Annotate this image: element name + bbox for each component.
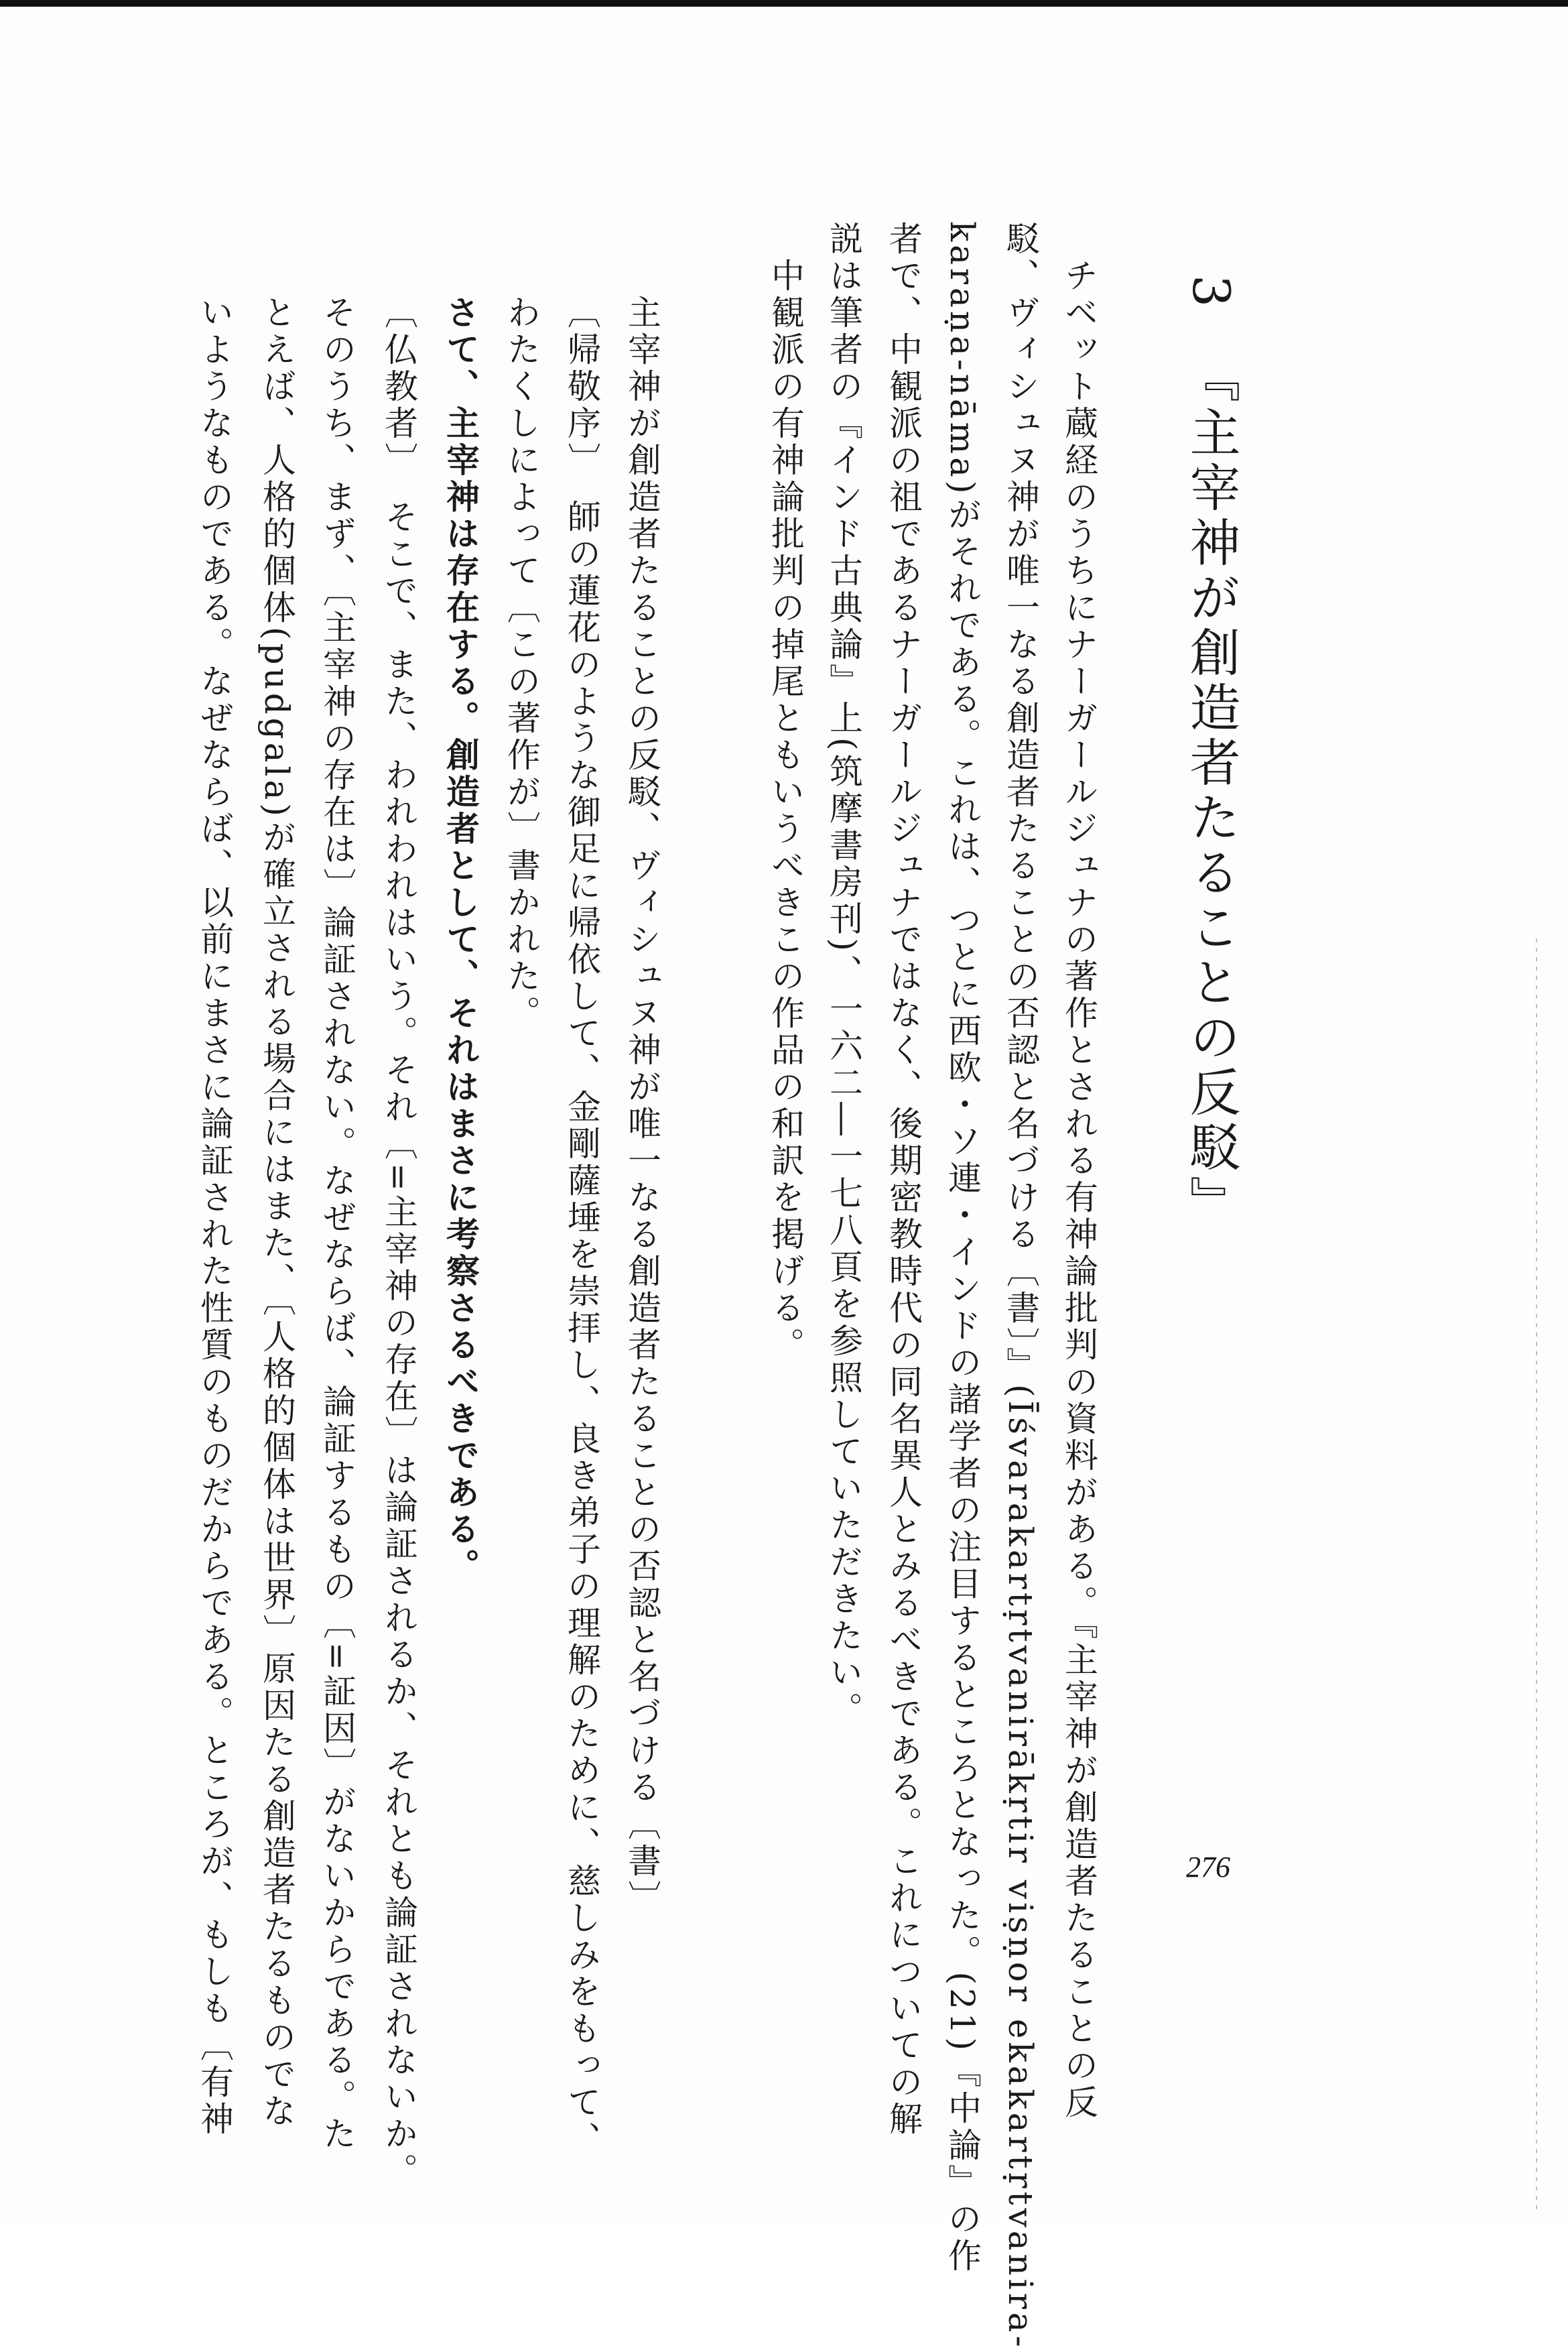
paragraph-line: 説は筆者の『インド古典論』上(筑摩書房刊)、一六二―一七八頁を参照していただきたい。 xyxy=(824,221,863,1729)
paragraph-line: そのうち、まず、〔主宰神の存在は〕論証されない。なぜならば、論証するもの〔=証因〕がないからである。た xyxy=(318,295,356,2153)
paragraph-line: いようなものである。なぜならば、以前にまさに論証された性質のものだからである。ところが、もしも〔有神 xyxy=(195,295,234,2138)
paragraph-line: karaṇa-nāma)がそれである。これは、つとに西欧・ソ連・インドの諸学者の注目するところとなった。(21)『中論』の作 xyxy=(943,221,982,2276)
section-heading xyxy=(1173,275,1241,1682)
paragraph-line: 〔帰敬序〕 師の蓮花のような御足に帰依して、金剛薩埵を崇拝し、良き弟子の理解のために、慈しみをもって、 xyxy=(562,295,601,2158)
paragraph-line: 駁、ヴィシュヌ神が唯一なる創造者たることの否認と名づける〔書〕』(Īśvarakartṛtvanirākṛtir viṣṇor ekakartṛtvanira- xyxy=(1001,221,1040,2350)
paragraph-line: とえば、人格的個体(pudgala)が確立される場合にはまた、〔人格的個体は世界〕原因たる創造者たるものでな xyxy=(257,295,296,2130)
section-number: 3 xyxy=(1181,275,1241,312)
paragraph-line: わたくしによって〔この著作が〕書かれた。 xyxy=(502,295,541,1032)
page-number: 276 xyxy=(1186,1851,1230,1883)
top-border xyxy=(0,0,1568,7)
paragraph-line: さて、主宰神は存在する。創造者として、それはまさに考察さるべきである。 xyxy=(441,295,480,1585)
paragraph-line: 主宰神が創造者たることの反駁、ヴィシュヌ神が唯一なる創造者たることの否認と名づける〔書〕 xyxy=(623,295,661,1917)
section-title: 『主宰神が創造者たることの反駁』 xyxy=(1181,351,1241,1231)
scan-edge xyxy=(1536,938,1537,2212)
paragraph-line: 者で、中観派の祖であるナーガールジュナではなく、後期密教時代の同名異人とみるべきである。これについての解 xyxy=(884,221,923,2138)
paragraph-line: チベット蔵経のうちにナーガールジュナの著作とされる有神論批判の資料がある。『主宰神が創造者たることの反 xyxy=(1059,258,1098,2121)
paragraph-line: 〔仏教者〕 そこで、また、われわれはいう。それ〔=主宰神の存在〕は論証されるか、それとも論証されないか。 xyxy=(379,295,418,2190)
paragraph-line: 中観派の有神論批判の掉尾ともいうべきこの作品の和訳を掲げる。 xyxy=(766,258,805,1364)
